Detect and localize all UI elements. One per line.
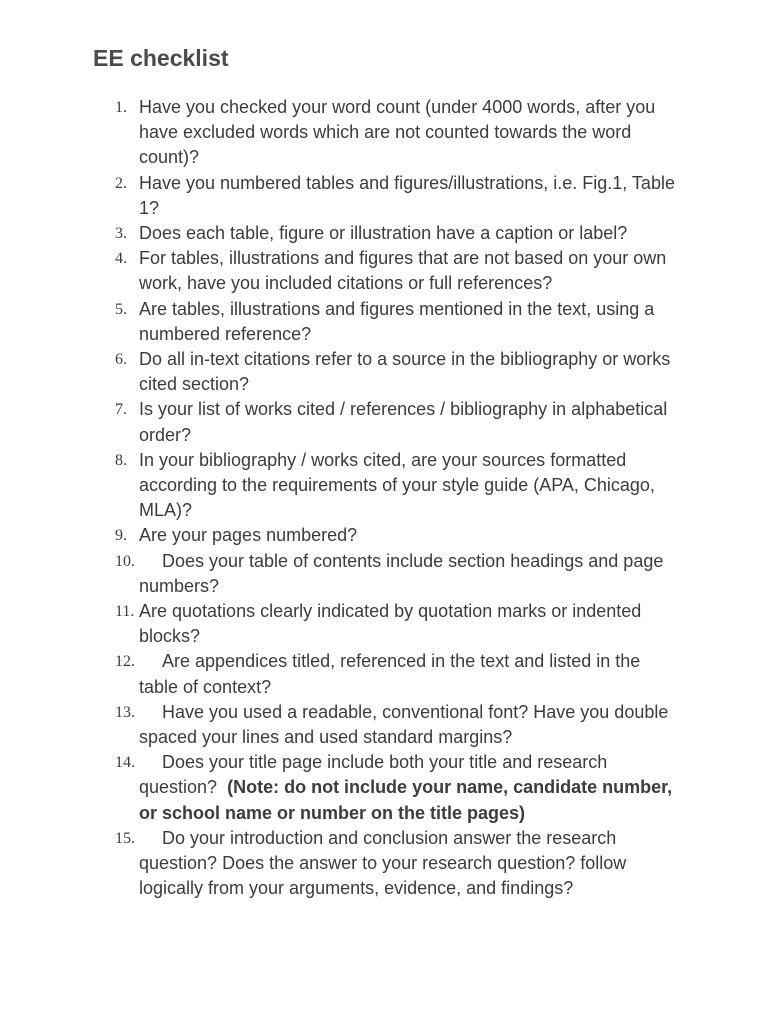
- page-title: EE checklist: [93, 45, 229, 71]
- item-text: Are tables, illustrations and figures mentioned in the text, using a numbered reference?: [139, 298, 655, 344]
- item-number: 2.: [115, 174, 127, 192]
- item-text: Does your table of contents include section headings and page numbers?: [139, 550, 664, 596]
- item-number: 1.: [115, 99, 127, 116]
- item-text: Have you used a readable, conventional font? Have you double spaced your lines and used standard margins?: [139, 701, 669, 748]
- list-item: [0, 397, 679, 447]
- list-item: [0, 297, 679, 347]
- item-number: 13.: [115, 703, 135, 721]
- list-item: [0, 649, 679, 699]
- item-text: Are quotations clearly indicated by quotation marks or indented blocks?: [139, 601, 642, 647]
- list-item: [0, 448, 679, 524]
- item-number: 7.: [115, 401, 127, 419]
- item-text: Does each table, figure or illustration have a caption or label?: [139, 223, 628, 244]
- list-item: [0, 599, 679, 649]
- item-note: (Note: do not include your name, candidate number, or school name or number on the title pages): [139, 777, 673, 823]
- list-item: [0, 246, 679, 296]
- item-text: In your bibliography / works cited, are your sources formatted according to the requirements of your style guide (APA, Chicago, MLA)?: [139, 449, 655, 521]
- list-item: [0, 347, 679, 397]
- item-number: 9.: [115, 527, 127, 545]
- item-number: 6.: [115, 351, 127, 369]
- item-number: 8.: [115, 451, 127, 469]
- item-number: 3.: [115, 225, 127, 243]
- checklist: [0, 95, 768, 902]
- list-item: [0, 221, 679, 246]
- item-number: 14.: [115, 754, 135, 772]
- item-number: 11.: [115, 603, 135, 621]
- item-text: Do your introduction and conclusion answer the research question? Does the answer to your research question? follow logically from your arguments, evidence, and findings?: [139, 827, 627, 899]
- item-text: For tables, illustrations and figures that are not based on your own work, have you included citations or full references?: [139, 248, 667, 294]
- item-text-block: [139, 750, 679, 826]
- item-number: 5.: [115, 300, 127, 318]
- list-item: [0, 826, 679, 902]
- list-item: [0, 95, 679, 171]
- item-number: 12.: [115, 653, 135, 671]
- item-text: Does your title page include both your title and research question?: [139, 752, 608, 798]
- list-item: [0, 523, 679, 548]
- list-item: [0, 549, 679, 599]
- list-item: [0, 171, 679, 221]
- item-number: 10.: [115, 552, 135, 570]
- list-item: [0, 750, 679, 826]
- item-text: Is your list of works cited / references / bibliography in alphabetical order?: [139, 399, 668, 445]
- item-text: Have you checked your word count (under 4000 words, after you have excluded words which are not counted towards the word count)?: [139, 97, 656, 168]
- list-item: [0, 700, 679, 750]
- item-number: 15.: [115, 829, 135, 847]
- item-number: 4.: [115, 250, 127, 268]
- item-text: Have you numbered tables and figures/illustrations, i.e. Fig.1, Table 1?: [139, 172, 675, 218]
- item-text: Do all in-text citations refer to a source in the bibliography or works cited section?: [139, 349, 671, 395]
- item-text: Are your pages numbered?: [139, 525, 358, 546]
- item-text: Are appendices titled, referenced in the text and listed in the table of context?: [139, 651, 641, 697]
